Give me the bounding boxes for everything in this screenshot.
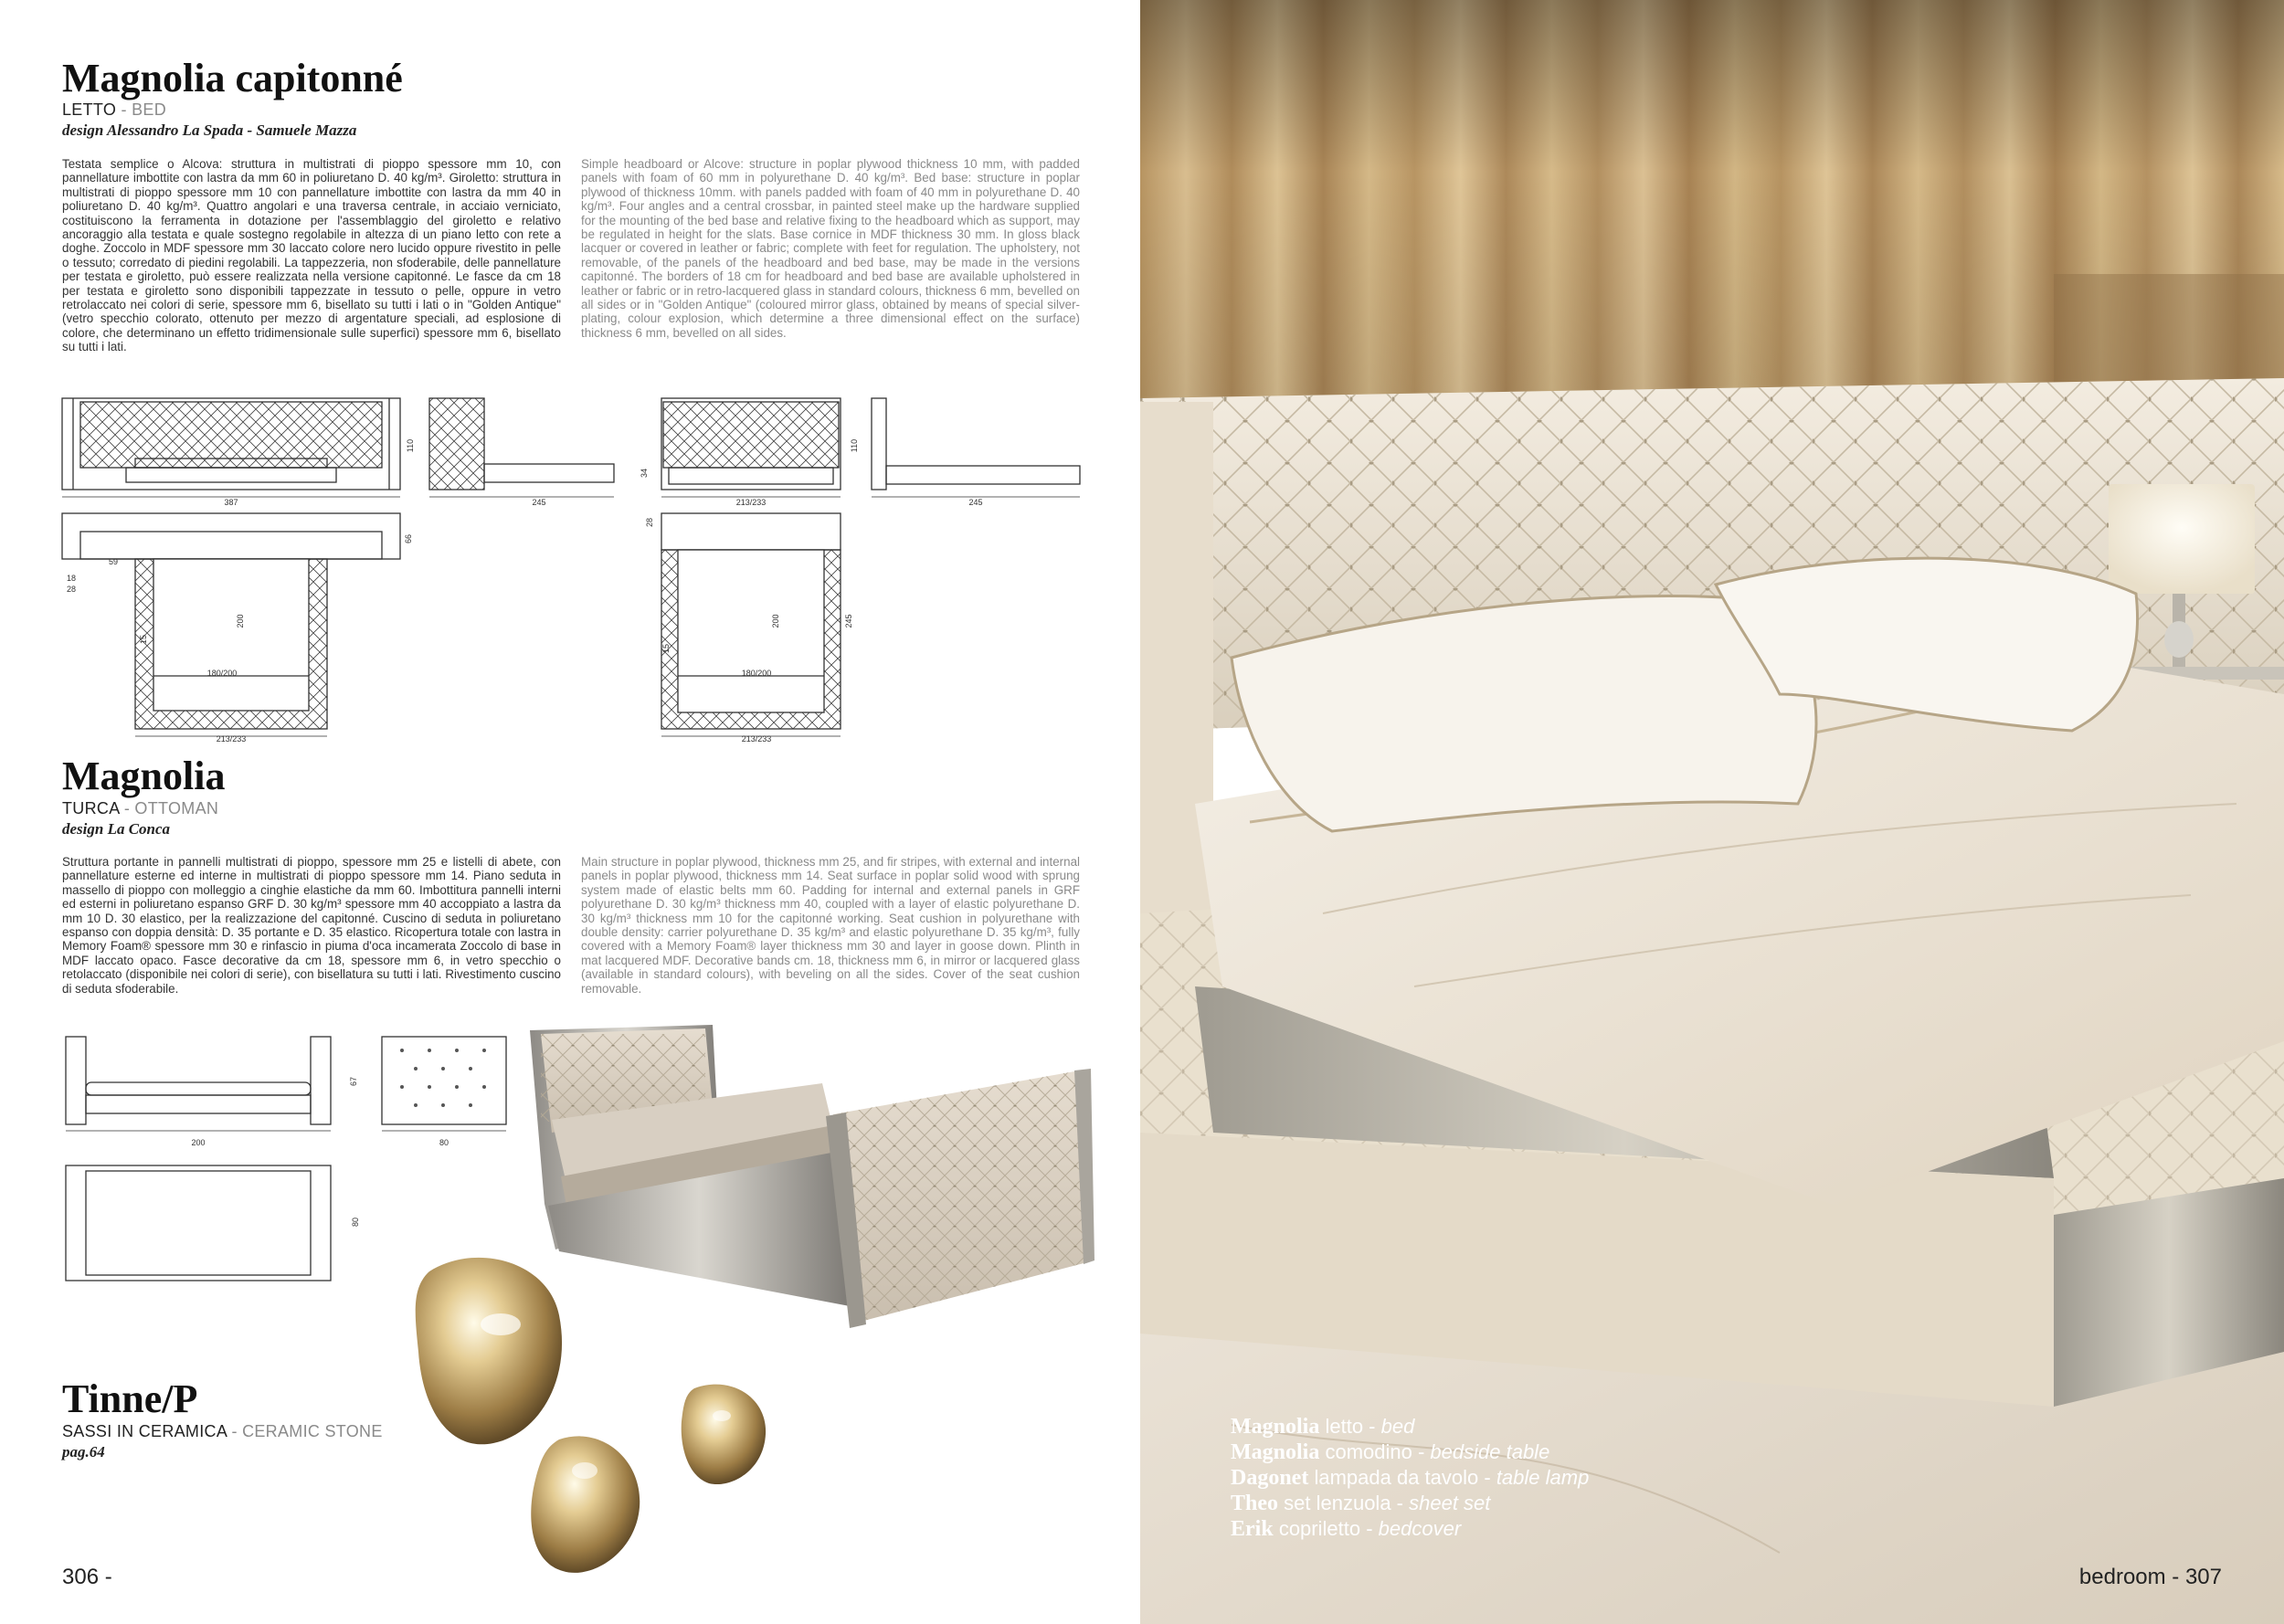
ottoman-plan xyxy=(66,1165,331,1281)
dim-34: 34 xyxy=(640,468,649,479)
ottoman-front-left-arm xyxy=(66,1037,86,1124)
stone-medium xyxy=(531,1436,640,1572)
dim-245b: 245 xyxy=(968,498,983,507)
caption-it: copriletto xyxy=(1278,1517,1361,1540)
section2-type-en: OTTOMAN xyxy=(134,799,219,817)
caption-it: letto xyxy=(1325,1415,1364,1438)
dim-180-200b: 180/200 xyxy=(741,669,772,678)
section1-type-it: LETTO xyxy=(62,100,117,119)
dim-200b: 200 xyxy=(771,614,780,628)
caption-row xyxy=(1231,1439,1589,1465)
dim-18: 18 xyxy=(66,574,77,583)
dim-245a: 245 xyxy=(532,498,546,507)
caption-name: Theo xyxy=(1231,1492,1279,1515)
section3-page-ref: pag.64 xyxy=(62,1443,105,1461)
caption-it: lampada da tavolo xyxy=(1314,1466,1479,1489)
dim-213-233a: 213/233 xyxy=(735,498,767,507)
caption-sep: - xyxy=(1478,1466,1496,1489)
left-page xyxy=(0,0,1140,1624)
dim-ottoman-200: 200 xyxy=(191,1138,206,1147)
caption-it: set lenzuola xyxy=(1284,1492,1391,1514)
dim-66: 66 xyxy=(404,533,413,544)
section2-type-sep: - xyxy=(119,799,135,817)
photo-caption xyxy=(1231,1414,1589,1542)
section1-design: design Alessandro La Spada - Samuele Mazza xyxy=(62,121,357,139)
caption-name: Magnolia xyxy=(1231,1440,1320,1464)
section3-type-it: SASSI IN CERAMICA xyxy=(62,1422,227,1440)
section2-type-it: TURCA xyxy=(62,799,120,817)
section3-title: Tinne/P xyxy=(62,1376,198,1421)
caption-name: Erik xyxy=(1231,1517,1274,1541)
caption-en: bedcover xyxy=(1378,1517,1462,1540)
caption-en: bedside table xyxy=(1430,1440,1550,1463)
section2-text-en: Main structure in poplar plywood, thickness mm 25, and fir stripes, with external and internal panels in poplar plywood, thickness mm 14. Seat surface in poplar solid wood with sprung system made of elastic belts mm 60. Padding for internal and external panels in GRF polyurethane D. 30 kg/m³ thickness mm 40, coupled with a layer of elastic polyurethane D. 30 kg/m³ thickness mm 10 for the capitonné working. Seat cushion in polyurethane with double density: carrier polyurethane D. 35 kg/m³ and elastic polyurethane D. 35 kg/m³, fully covered with a Memory Foam® layer thickness mm 30 and layer in goose down. Plinth in mat lacquered MDF. Decorative bands cm. 18, thickness mm 6, in mirror or lacquered glass (available in standard colours), with beveling on all the sides. Cover of the seat cushion removable. xyxy=(581,855,1080,996)
right-page xyxy=(1140,0,2284,1624)
caption-row xyxy=(1231,1465,1589,1491)
dim-ottoman-80b: 80 xyxy=(351,1217,360,1228)
dim-110b: 110 xyxy=(850,438,859,453)
page-number-right: bedroom - 307 xyxy=(2078,1565,2222,1589)
stone-large xyxy=(416,1258,562,1444)
caption-sep: - xyxy=(1412,1440,1431,1463)
caption-sep: - xyxy=(1390,1492,1410,1514)
caption-sep: - xyxy=(1363,1415,1381,1438)
bedroom-photo xyxy=(1140,0,2284,1624)
section1-type-sep: - xyxy=(116,100,132,119)
caption-name: Dagonet xyxy=(1231,1466,1309,1490)
ceramic-stones xyxy=(416,1258,766,1573)
caption-row xyxy=(1231,1516,1589,1542)
section3-type-en: CERAMIC STONE xyxy=(242,1422,383,1440)
caption-en: bed xyxy=(1380,1415,1415,1438)
section3-type-sep: - xyxy=(227,1422,243,1440)
dim-213-233c: 213/233 xyxy=(741,734,772,743)
caption-en: sheet set xyxy=(1409,1492,1491,1514)
caption-row xyxy=(1231,1491,1589,1516)
section2-design: design La Conca xyxy=(62,820,171,838)
dim-200a: 200 xyxy=(236,614,245,628)
page-number-left: 306 - xyxy=(62,1565,112,1589)
dim-15b: 15 xyxy=(661,643,671,654)
caption-it: comodino xyxy=(1325,1440,1412,1463)
dim-245: 245 xyxy=(844,614,853,628)
dim-59: 59 xyxy=(108,557,119,566)
section1-text-it: Testata semplice o Alcova: struttura in multistrati di pioppo spessore mm 10, con pannellature imbottite con lastra da mm 60 in poliuretano D. 40 kg/m³. Giroletto: struttura in multistrati di pioppo spessore mm 10 con pannellature imbottite con lastra da mm 40 in poliuretano D. 40 kg/m³. Quattro angolari e una traversa centrale, in acciaio verniciato, costituiscono la ferramenta in dotazione per l'assemblaggio del giroletto e relativo ancoraggio alla testata e quale sostegno regolabile in altezza di un piano letto con rete a doghe. Zoccolo in MDF spessore mm 30 laccato colore nero lucido oppure rivestito in pelle o tessuto; corredato di piedini regolabili. La tappezzeria, non sfoderabile, delle pannellature per testata e giroletto, può essere realizzata nella versione capitonné. Le fasce da cm 18 per testata e giroletto sono disponibili tappezzate in tessuto o pelle, oppure in vetro retrolaccato nei colori di serie, spessore mm 6, bisellato su tutti i lati o in "Golden Antique" (vetro specchio colorato, ottenuto per mezzo di argentature speciali, ad esplosione di colore, che determinano un effetto tridimensionale sulle superfici) spessore mm 6, bisellato su tutti i lati. xyxy=(62,157,561,354)
caption-sep: - xyxy=(1360,1517,1379,1540)
dim-28b: 28 xyxy=(645,517,654,528)
caption-name: Magnolia xyxy=(1231,1415,1320,1439)
dim-110a: 110 xyxy=(406,438,415,453)
section2-text-it: Struttura portante in pannelli multistrati di pioppo, spessore mm 25 e listelli di abete, con pannellature esterne ed interne in multistrati di pioppo spessore mm 14. Piano seduta in massello di pioppo con molleggio a cinghie elastiche da mm 60. Imbottitura pannelli interni ed esterni in poliuretano espanso GRF D. 30 kg/m³ spessore mm 40 accoppiato a lastra da mm 10 D. 30 elastico, per la realizzazione del capitonné. Cuscino di seduta in poliuretano espanso con doppia densità: D. 35 portante e D. 35 elastico. Ricopertura totale con lastra in Memory Foam® spessore mm 30 e rinfascio in piuma d'oca incamerata Zoccolo di base in MDF laccato opaco. Fasce decorative da cm 18, spessore mm 6, in vetro specchio o retolaccato (disponibile nei colori di serie), con bisellatura su tutti i lati. Rivestimento cuscino di seduta sfoderabile. xyxy=(62,855,561,996)
ottoman-front-right-arm xyxy=(311,1037,331,1124)
dim-213-233b: 213/233 xyxy=(216,734,247,743)
ottoman-photo xyxy=(530,1025,1094,1328)
section1-title: Magnolia capitonné xyxy=(62,56,403,100)
dim-28a: 28 xyxy=(66,585,77,594)
caption-en: table lamp xyxy=(1496,1466,1590,1489)
section3-type xyxy=(62,1422,383,1441)
section1-text-en: Simple headboard or Alcove: structure in poplar plywood thickness 10 mm, with padded panels with foam of 60 mm in polyurethane D. 40 kg/m³. Bed base: structure in poplar plywood of thickness 10mm. with panels padded with foam of 40 mm in polyurethane D. 40 kg/m³. Four angles and a central crossbar, in painted steel make up the hardware supplied for the mounting of the bed base and relative fixing to the headboard which as support, may be regulated in height for the slats. Base cornice in MDF thickness 30 mm. In gloss black lacquer or covered in leather or fabric; complete with feet for regulation. The upholstery, not removable, of the panels of the headboard and bed base, may be made in the versions capitonné. The borders of 18 cm for headboard and bed base are available upholstered in leather or fabric or in retro-lacquered glass in standard colours, thickness 6 mm, bevelled on all sides or in "Golden Antique" (coloured mirror glass, obtained by means of special silver-plating, colour explosion, which determine a three dimensional effect on the surface) thickness 6 mm, bevelled on all sides. xyxy=(581,157,1080,340)
dim-15a: 15 xyxy=(139,634,148,645)
caption-row xyxy=(1231,1414,1589,1439)
dim-180-200a: 180/200 xyxy=(206,669,238,678)
dim-387: 387 xyxy=(224,498,238,507)
ottoman-front-cushion xyxy=(86,1082,311,1095)
dim-ottoman-67: 67 xyxy=(349,1076,358,1087)
dim-ottoman-80a: 80 xyxy=(439,1138,449,1147)
section1-type-en: BED xyxy=(132,100,167,119)
stone-small xyxy=(682,1385,766,1484)
section2-title: Magnolia xyxy=(62,754,226,798)
